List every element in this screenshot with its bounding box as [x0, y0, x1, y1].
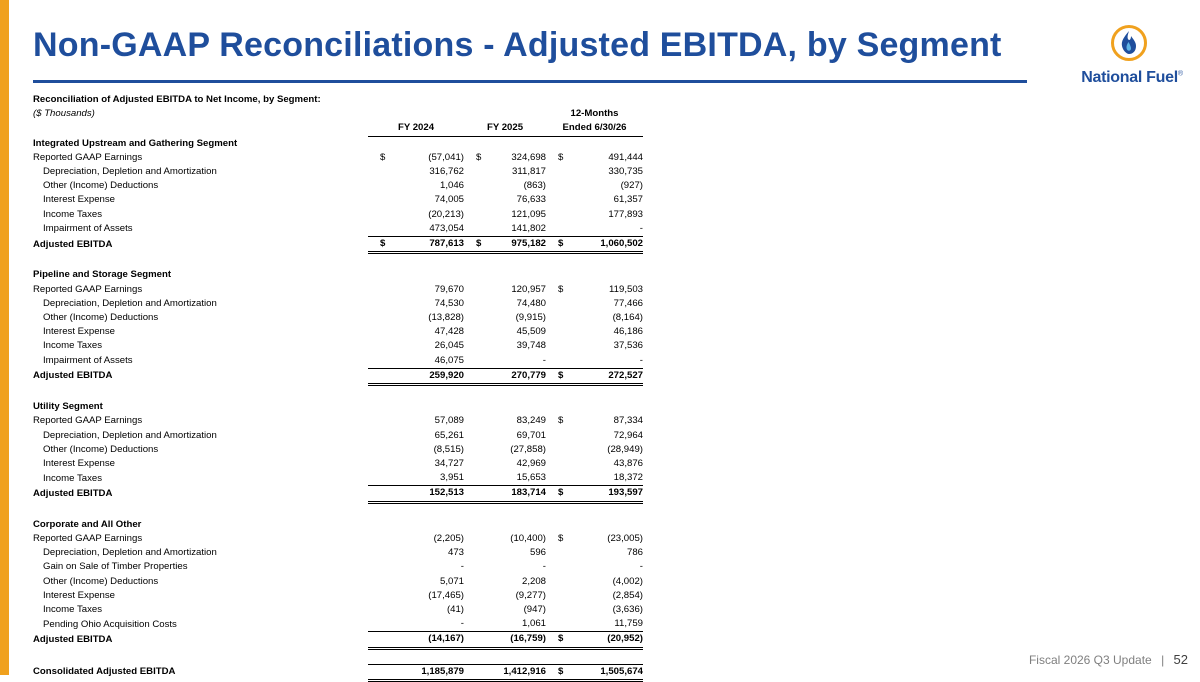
value-cell: (16,759)	[486, 632, 546, 648]
total-row	[33, 486, 643, 502]
value-cell: 74,530	[434, 297, 464, 309]
section-header-row	[33, 400, 643, 414]
table-row	[33, 589, 643, 603]
value-cell: 2,208	[521, 575, 546, 587]
row-label: Reported GAAP Earnings	[33, 415, 143, 427]
currency-symbol	[368, 179, 390, 193]
value-cell: 596	[529, 547, 546, 559]
row-label: Interest Expense	[43, 458, 115, 470]
total-row	[33, 632, 643, 648]
currency-symbol	[368, 532, 390, 546]
currency-symbol	[368, 208, 390, 222]
row-label: Corporate and All Other	[33, 518, 142, 530]
value-cell: 259,920	[390, 368, 464, 384]
currency-symbol: $	[476, 151, 482, 163]
value-cell: 491,444	[608, 151, 643, 163]
currency-symbol	[464, 575, 486, 589]
col-header-fy2024: FY 2024	[368, 121, 464, 136]
value-cell: 316,762	[429, 166, 464, 178]
value-cell: 46,075	[434, 354, 464, 366]
value-cell: 1,505,674	[568, 664, 643, 680]
spacer-cell	[33, 385, 643, 401]
value-cell: (8,515)	[433, 443, 464, 455]
table-row	[33, 297, 643, 311]
currency-symbol	[368, 603, 390, 617]
title-divider	[33, 80, 1027, 83]
currency-symbol	[464, 486, 486, 502]
value-cell: (8,164)	[612, 312, 643, 324]
currency-symbol	[368, 575, 390, 589]
table-row	[33, 546, 643, 560]
currency-symbol	[464, 429, 486, 443]
value-cell: (9,915)	[515, 312, 546, 324]
table-row	[33, 603, 643, 617]
value-cell: 37,536	[613, 340, 643, 352]
table-row	[33, 193, 643, 207]
currency-symbol	[546, 575, 568, 589]
currency-symbol	[546, 179, 568, 193]
currency-symbol	[464, 339, 486, 353]
table-row	[33, 222, 643, 237]
currency-symbol	[368, 311, 390, 325]
value-cell: 193,597	[568, 486, 643, 502]
value-cell: 65,261	[434, 429, 464, 441]
value-cell: 183,714	[486, 486, 546, 502]
currency-symbol: $	[546, 368, 568, 384]
currency-symbol: $	[546, 632, 568, 648]
currency-symbol: $	[558, 283, 564, 295]
row-label: Depreciation, Depletion and Amortization	[43, 297, 217, 309]
accent-bar	[0, 0, 9, 675]
table-row	[33, 457, 643, 471]
row-label: Reported GAAP Earnings	[33, 283, 143, 295]
value-cell: 5,071	[439, 575, 464, 587]
currency-symbol	[464, 208, 486, 222]
currency-symbol	[546, 457, 568, 471]
currency-symbol	[546, 589, 568, 603]
currency-symbol	[464, 664, 486, 680]
row-label: Interest Expense	[43, 194, 115, 206]
value-cell: 15,653	[516, 472, 546, 484]
row-label: Interest Expense	[43, 589, 115, 601]
value-cell: 787,613	[390, 237, 464, 253]
value-cell: (23,005)	[607, 533, 643, 545]
total-row	[33, 664, 643, 680]
value-cell: 3,951	[439, 472, 464, 484]
currency-symbol: $	[558, 533, 564, 545]
currency-symbol	[464, 632, 486, 648]
value-cell: 1,060,502	[568, 237, 643, 253]
value-cell: 975,182	[486, 237, 546, 253]
value-cell: 83,249	[516, 415, 546, 427]
value-cell: 47,428	[434, 326, 464, 338]
row-label: Other (Income) Deductions	[43, 180, 159, 192]
table-row	[33, 414, 643, 428]
col-header-fy2025: FY 2025	[464, 121, 546, 136]
row-label: Income Taxes	[43, 604, 103, 616]
table-row	[33, 165, 643, 179]
row-label: Other (Income) Deductions	[43, 312, 159, 324]
total-row	[33, 368, 643, 384]
currency-symbol	[368, 589, 390, 603]
value-cell: 1,061	[521, 618, 546, 630]
currency-symbol	[368, 193, 390, 207]
currency-symbol	[546, 165, 568, 179]
table-row	[33, 325, 643, 339]
value-cell: 11,759	[614, 618, 643, 630]
row-label: Depreciation, Depletion and Amortization	[43, 429, 217, 441]
value-cell: 79,670	[434, 283, 464, 295]
row-label: Impairment of Assets	[43, 354, 133, 366]
currency-symbol: $	[546, 664, 568, 680]
currency-symbol	[464, 457, 486, 471]
currency-symbol	[368, 546, 390, 560]
spacer-row	[33, 648, 643, 664]
row-label: Reported GAAP Earnings	[33, 533, 143, 545]
currency-symbol	[464, 443, 486, 457]
value-cell: (4,002)	[612, 575, 643, 587]
value-cell: 45,509	[516, 326, 546, 338]
value-cell: 324,698	[511, 151, 546, 163]
spacer-row	[33, 502, 643, 518]
value-cell: (863)	[523, 180, 546, 192]
currency-symbol	[464, 165, 486, 179]
row-label: Pending Ohio Acquisition Costs	[43, 618, 177, 630]
currency-symbol	[546, 560, 568, 574]
spacer-row	[33, 385, 643, 401]
spacer-row	[33, 253, 643, 269]
value-cell: (2,854)	[612, 589, 643, 601]
currency-symbol	[368, 560, 390, 574]
section-header-row	[33, 518, 643, 532]
company-logo	[1070, 24, 1190, 94]
spacer-cell	[33, 253, 643, 269]
value-cell: (3,636)	[612, 604, 643, 616]
currency-symbol: $	[558, 151, 564, 163]
value-cell: 141,802	[511, 222, 546, 234]
value-cell: 177,893	[608, 208, 643, 220]
table-caption: Reconciliation of Adjusted EBITDA to Net Income, by Segment:	[33, 94, 321, 105]
row-label: Interest Expense	[43, 326, 115, 338]
currency-symbol	[368, 368, 390, 384]
value-cell: 76,633	[516, 194, 546, 206]
currency-symbol	[546, 193, 568, 207]
currency-symbol	[464, 546, 486, 560]
value-cell: (947)	[523, 604, 546, 616]
value-cell: 77,466	[613, 297, 643, 309]
value-cell: 473	[447, 547, 464, 559]
currency-symbol	[546, 222, 568, 237]
slide-footer	[1029, 652, 1188, 667]
flame-icon	[1110, 24, 1148, 62]
value-cell: 43,876	[613, 458, 643, 470]
currency-symbol	[368, 354, 390, 369]
currency-symbol	[368, 325, 390, 339]
row-label: Gain on Sale of Timber Properties	[43, 561, 188, 573]
value-cell: -	[639, 222, 643, 234]
table-units: ($ Thousands)	[33, 108, 95, 120]
currency-symbol	[464, 283, 486, 297]
value-cell: (27,858)	[510, 443, 546, 455]
currency-symbol: $	[558, 415, 564, 427]
table-row	[33, 179, 643, 193]
currency-symbol	[368, 297, 390, 311]
value-cell: (14,167)	[390, 632, 464, 648]
value-cell: 39,748	[516, 340, 546, 352]
value-cell: (9,277)	[515, 589, 546, 601]
table-row	[33, 151, 643, 165]
value-cell: -	[639, 354, 643, 366]
value-cell: 26,045	[434, 340, 464, 352]
row-label: Depreciation, Depletion and Amortization	[43, 547, 217, 559]
value-cell: 18,372	[613, 472, 643, 484]
currency-symbol	[368, 443, 390, 457]
currency-symbol	[368, 471, 390, 486]
currency-symbol	[546, 471, 568, 486]
col-header-12months: Ended 6/30/26	[546, 121, 643, 136]
value-cell: (20,213)	[428, 208, 464, 220]
currency-symbol	[464, 297, 486, 311]
table-row	[33, 429, 643, 443]
currency-symbol	[546, 297, 568, 311]
value-cell: 1,412,916	[486, 664, 546, 680]
currency-symbol	[368, 457, 390, 471]
value-cell: (13,828)	[428, 312, 464, 324]
row-label: Adjusted EBITDA	[33, 370, 113, 382]
value-cell: -	[542, 561, 546, 573]
value-cell: 121,095	[511, 208, 546, 220]
value-cell: 152,513	[390, 486, 464, 502]
value-cell: (57,041)	[428, 151, 464, 163]
currency-symbol	[546, 546, 568, 560]
row-label: Utility Segment	[33, 401, 103, 413]
value-cell: 786	[626, 547, 643, 559]
row-label: Consolidated Adjusted EBITDA	[33, 666, 176, 678]
value-cell: 330,735	[608, 166, 643, 178]
footer-text: Fiscal 2026 Q3 Update	[1028, 653, 1152, 667]
value-cell: 61,357	[613, 194, 643, 206]
value-cell: (20,952)	[568, 632, 643, 648]
row-label: Income Taxes	[43, 208, 103, 220]
currency-symbol	[464, 532, 486, 546]
row-label: Impairment of Assets	[43, 223, 133, 235]
currency-symbol: $	[546, 237, 568, 253]
currency-symbol: $	[368, 237, 390, 253]
table-row	[33, 283, 643, 297]
currency-symbol	[546, 429, 568, 443]
currency-symbol	[464, 354, 486, 369]
row-label: Adjusted EBITDA	[33, 238, 113, 250]
currency-symbol	[464, 193, 486, 207]
currency-symbol	[368, 283, 390, 297]
value-cell: (10,400)	[510, 533, 546, 545]
reconciliation-table-body	[33, 93, 643, 681]
section-header-row	[33, 136, 643, 151]
value-cell: 311,817	[512, 166, 546, 178]
row-label: Other (Income) Deductions	[43, 443, 159, 455]
currency-symbol	[546, 354, 568, 369]
value-cell: 272,527	[568, 368, 643, 384]
value-cell: 1,046	[439, 180, 464, 192]
value-cell: 46,186	[613, 326, 643, 338]
value-cell: 69,701	[516, 429, 546, 441]
currency-symbol	[464, 311, 486, 325]
value-cell: 120,957	[511, 283, 546, 295]
reconciliation-table	[33, 93, 643, 682]
currency-symbol	[368, 486, 390, 502]
value-cell: 1,185,879	[390, 664, 464, 680]
value-cell: 87,334	[613, 415, 643, 427]
value-cell: 473,054	[429, 222, 464, 234]
currency-symbol	[368, 632, 390, 648]
currency-symbol	[546, 311, 568, 325]
value-cell: 74,005	[434, 194, 464, 206]
currency-symbol	[464, 179, 486, 193]
value-cell: 270,779	[486, 368, 546, 384]
currency-symbol	[368, 664, 390, 680]
value-cell: (28,949)	[607, 443, 643, 455]
table-row	[33, 560, 643, 574]
row-label: Depreciation, Depletion and Amortization	[43, 166, 217, 178]
page-title: Non-GAAP Reconciliations - Adjusted EBITDA, by Segment	[33, 26, 1002, 64]
currency-symbol	[464, 368, 486, 384]
currency-symbol	[464, 617, 486, 632]
currency-symbol	[368, 339, 390, 353]
table-row	[33, 532, 643, 546]
currency-symbol: $	[546, 486, 568, 502]
logo-wordmark: National Fuel®	[1081, 69, 1183, 86]
page-number: 52	[1173, 652, 1188, 667]
currency-symbol	[546, 339, 568, 353]
value-cell: (2,205)	[433, 533, 464, 545]
currency-symbol	[464, 325, 486, 339]
table-row	[33, 208, 643, 222]
table-row	[33, 443, 643, 457]
value-cell: 119,503	[609, 283, 643, 295]
value-cell: 42,969	[516, 458, 546, 470]
row-label: Reported GAAP Earnings	[33, 151, 143, 163]
currency-symbol	[464, 603, 486, 617]
currency-symbol	[546, 603, 568, 617]
value-cell: -	[639, 561, 643, 573]
spacer-cell	[33, 502, 643, 518]
table-row	[33, 354, 643, 369]
currency-symbol: $	[464, 237, 486, 253]
row-label: Integrated Upstream and Gathering Segment	[33, 137, 238, 149]
value-cell: -	[542, 354, 546, 366]
currency-symbol	[546, 443, 568, 457]
row-label: Income Taxes	[43, 472, 103, 484]
currency-symbol	[464, 222, 486, 237]
currency-symbol	[464, 560, 486, 574]
table-row	[33, 617, 643, 632]
currency-symbol	[464, 471, 486, 486]
value-cell: (17,465)	[428, 589, 464, 601]
footer-separator: |	[1161, 653, 1165, 667]
row-label: Other (Income) Deductions	[43, 575, 159, 587]
total-row	[33, 237, 643, 253]
value-cell: 74,480	[516, 297, 546, 309]
value-cell: (41)	[446, 604, 464, 616]
currency-symbol	[368, 414, 390, 428]
currency-symbol	[546, 325, 568, 339]
table-row	[33, 339, 643, 353]
value-cell: 57,089	[434, 415, 464, 427]
value-cell: 34,727	[434, 458, 464, 470]
currency-symbol: $	[380, 151, 386, 163]
section-header-row	[33, 268, 643, 282]
value-cell: -	[460, 618, 464, 630]
table-row	[33, 311, 643, 325]
value-cell: (927)	[620, 180, 643, 192]
currency-symbol	[368, 429, 390, 443]
value-cell: -	[460, 561, 464, 573]
currency-symbol	[368, 617, 390, 632]
table-row	[33, 575, 643, 589]
col-header-12months-top: 12-Months	[570, 108, 619, 120]
currency-symbol	[546, 617, 568, 632]
currency-symbol	[368, 222, 390, 237]
currency-symbol	[464, 589, 486, 603]
row-label: Adjusted EBITDA	[33, 487, 113, 499]
currency-symbol	[546, 208, 568, 222]
row-label: Pipeline and Storage Segment	[33, 269, 172, 281]
row-label: Adjusted EBITDA	[33, 633, 113, 645]
spacer-cell	[33, 648, 643, 664]
currency-symbol	[464, 414, 486, 428]
currency-symbol	[368, 165, 390, 179]
row-label: Income Taxes	[43, 340, 103, 352]
value-cell: 72,964	[613, 429, 643, 441]
table-row	[33, 471, 643, 486]
